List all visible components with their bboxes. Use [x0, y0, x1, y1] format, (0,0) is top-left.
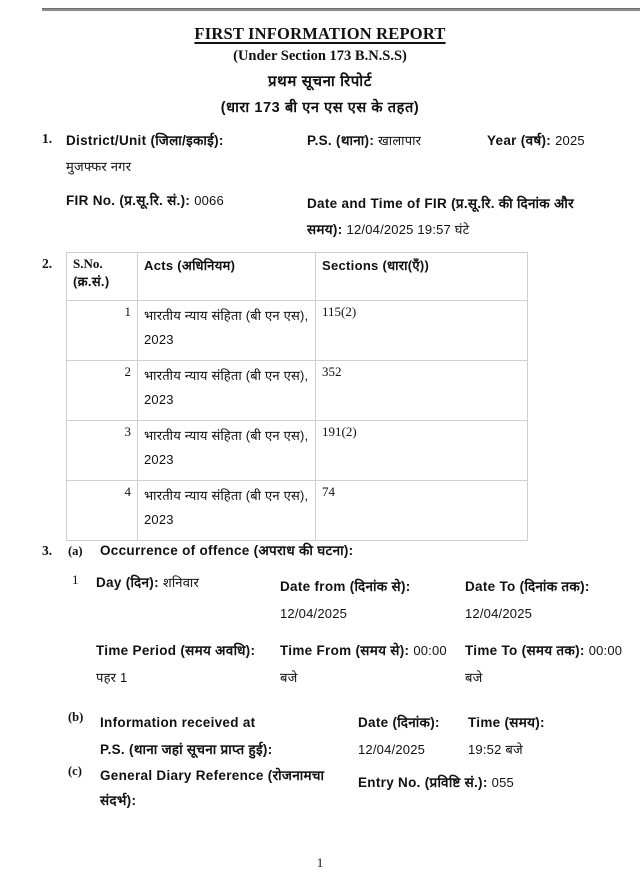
information-received-time-field — [468, 709, 638, 763]
day-field — [96, 573, 199, 592]
district-unit-value: मुजफ्फर नगर — [66, 159, 132, 174]
fir-datetime-label: Date and Time of FIR (प्र.सू.रि. की दिनांक और समय): — [307, 196, 574, 237]
table-row — [67, 421, 528, 481]
column-header-acts-text: Acts (अधिनियम) — [144, 258, 236, 273]
acts-table-body — [67, 301, 528, 541]
entry-number-label: Entry No. (प्रविष्टि सं.): — [358, 775, 488, 790]
police-station-field — [307, 131, 421, 150]
fir-number-field — [66, 191, 224, 210]
time-to-label: Time To (समय तक): — [465, 643, 585, 658]
date-from-field — [280, 573, 460, 627]
top-horizontal-rule — [42, 8, 640, 11]
date-to-value: 12/04/2025 — [465, 606, 533, 621]
fir-datetime-value: 12/04/2025 19:57 घंटे — [346, 222, 470, 237]
cell-act: भारतीय न्याय संहिता (बी एन एस), 2023 — [138, 481, 316, 541]
cell-sno: 1 — [67, 301, 138, 361]
time-from-value: 00:00 बजे — [280, 643, 447, 685]
information-received-date-label: Date (दिनांक): — [358, 715, 440, 730]
acts-and-sections-table — [66, 252, 528, 541]
fir-number-value: 0066 — [194, 193, 224, 208]
section-3-number: 3. — [42, 543, 53, 558]
cell-section: 352 — [316, 361, 528, 421]
time-period-field — [96, 637, 276, 691]
acts-and-sections-table-wrapper — [66, 252, 527, 541]
page-title: FIRST INFORMATION REPORT — [194, 24, 446, 43]
information-received-date-value: 12/04/2025 — [358, 742, 426, 757]
table-header-row — [67, 253, 528, 301]
section-3a-marker: (a) — [68, 544, 83, 558]
general-diary-reference-label: General Diary Reference (रोजनामचा संदर्भ): — [100, 768, 325, 808]
date-to-field — [465, 573, 640, 627]
year-value: 2025 — [555, 133, 585, 148]
police-station-label: P.S. (थाना): — [307, 133, 375, 148]
column-header-sno — [67, 253, 138, 301]
year-field — [487, 131, 585, 150]
year-label: Year (वर्ष): — [487, 133, 552, 148]
document-header — [0, 24, 640, 117]
cell-section: 191(2) — [316, 421, 528, 481]
time-to-field — [465, 637, 640, 691]
table-row — [67, 301, 528, 361]
page-number: 1 — [316, 855, 324, 870]
information-received-time-label: Time (समय): — [468, 715, 545, 730]
section-3b-marker: (b) — [68, 710, 84, 724]
entry-number-value: 055 — [491, 775, 514, 790]
page-title-hindi: प्रथम सूचना रिपोर्ट — [268, 73, 372, 90]
cell-section: 115(2) — [316, 301, 528, 361]
column-header-sno-line1: S.No. — [73, 256, 103, 271]
district-unit-label: District/Unit (जिला/इकाई): — [66, 133, 224, 148]
date-to-label: Date To (दिनांक तक): — [465, 579, 590, 594]
day-value: शनिवार — [162, 575, 200, 590]
information-received-date-field — [358, 709, 468, 763]
section-2-number: 2. — [42, 256, 53, 271]
date-from-label: Date from (दिनांक से): — [280, 579, 411, 594]
cell-sno: 4 — [67, 481, 138, 541]
information-received-time-value: 19:52 बजे — [468, 742, 523, 757]
time-to-value: 00:00 बजे — [465, 643, 623, 685]
section-3c-marker: (c) — [68, 764, 82, 778]
time-from-field — [280, 637, 460, 691]
time-period-value: पहर 1 — [96, 670, 128, 685]
table-row — [67, 481, 528, 541]
police-station-value: खालापार — [378, 133, 422, 148]
day-label: Day (दिन): — [96, 575, 159, 590]
cell-sno: 2 — [67, 361, 138, 421]
column-header-sno-line2: (क्र.सं.) — [73, 274, 110, 289]
occurrence-of-offence-title: Occurrence of offence (अपराध की घटना): — [100, 543, 354, 558]
cell-act: भारतीय न्याय संहिता (बी एन एस), 2023 — [138, 301, 316, 361]
cell-act: भारतीय न्याय संहिता (बी एन एस), 2023 — [138, 421, 316, 481]
cell-act: भारतीय न्याय संहिता (बी एन एस), 2023 — [138, 361, 316, 421]
cell-section: 74 — [316, 481, 528, 541]
cell-sno: 3 — [67, 421, 138, 481]
fir-datetime-field — [307, 191, 607, 243]
column-header-acts — [138, 253, 316, 301]
time-period-label: Time Period (समय अवधि): — [96, 643, 256, 658]
occurrence-index: 1 — [72, 572, 79, 587]
time-from-label: Time From (समय से): — [280, 643, 410, 658]
section-1-number: 1. — [42, 131, 53, 146]
date-from-value: 12/04/2025 — [280, 606, 348, 621]
entry-number-field — [358, 769, 558, 796]
page-subtitle-hindi: (धारा 173 बी एन एस एस के तहत) — [220, 100, 420, 116]
table-row — [67, 361, 528, 421]
column-header-sections-text: Sections (धारा(एँ)) — [322, 258, 430, 273]
fir-number-label: FIR No. (प्र.सू.रि. सं.): — [66, 193, 191, 208]
page-subtitle-english: (Under Section 173 B.N.S.S) — [233, 48, 407, 64]
information-received-label: Information received at P.S. (थाना जहां सूचना प्राप्त हुई): — [100, 715, 273, 757]
column-header-sections — [316, 253, 528, 301]
